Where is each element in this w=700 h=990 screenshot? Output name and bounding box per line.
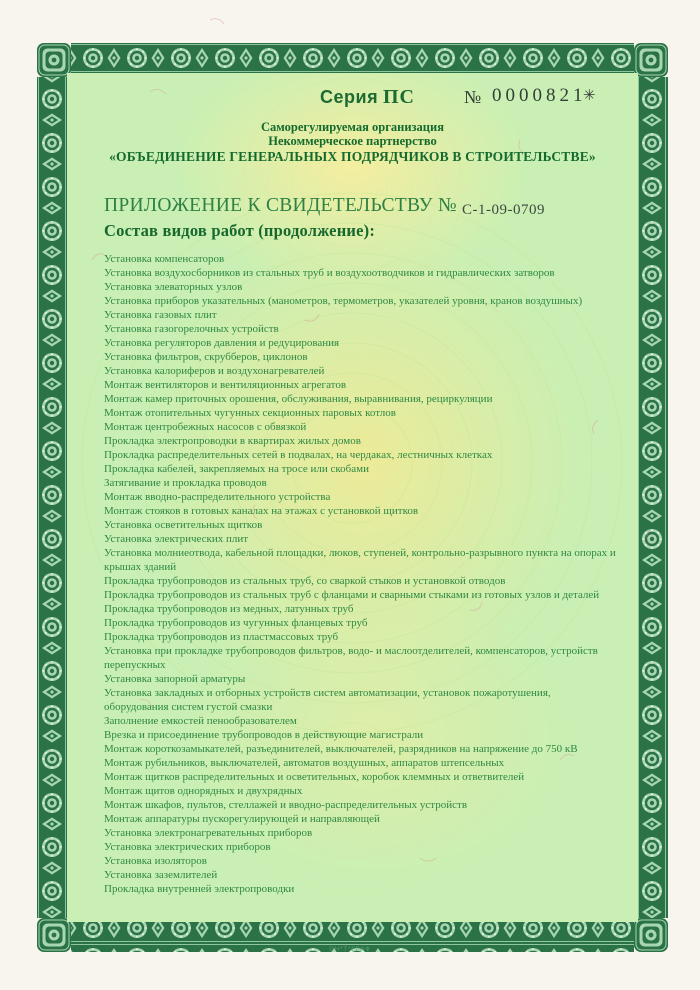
- work-items-list: [104, 252, 616, 896]
- list-item: Монтаж стояков в готовых каналах на этажах с установкой щитков: [104, 505, 419, 517]
- list-item: Монтаж центробежных насосов с обвязкой: [104, 421, 307, 433]
- list-item: Установка воздухосборников из стальных труб и воздухоотводчиков и гидравлических затворов: [104, 267, 555, 279]
- list-item: Монтаж рубильников, выключателей, автоматов воздушных, аппаратов штепсельных: [104, 757, 505, 769]
- list-item: Установка регуляторов давления и редуцирования: [104, 337, 340, 349]
- list-item: Монтаж отопительных чугунных секционных паровых котлов: [104, 407, 396, 419]
- list-item: Монтаж щитков распределительных и осветительных, коробок клеммных и ответвителей: [104, 771, 525, 783]
- appendix-title: ПРИЛОЖЕНИЕ К СВИДЕТЕЛЬСТВУ №: [104, 195, 457, 216]
- org-partnership-line: Некоммерческое партнерство: [268, 133, 437, 148]
- list-item: Монтаж вводно-распределительного устройства: [104, 491, 331, 503]
- list-item: Установка элеваторных узлов: [104, 281, 243, 293]
- list-item: Установка приборов указательных (манометров, термометров, указателей уровня, кранов воздушных): [104, 295, 583, 307]
- org-type-line: Саморегулируемая организация: [261, 120, 444, 134]
- list-item: Прокладка трубопроводов из стальных труб с фланцами и сварными стыками из готовых узлов и деталей: [104, 589, 600, 601]
- number-sign: №: [464, 87, 482, 107]
- list-item: Установка электронагревательных приборов: [104, 827, 313, 839]
- serial-number: 0000821: [492, 85, 587, 106]
- list-item: Установка запорной арматуры: [104, 673, 246, 685]
- list-item: Установка молниеотвода, кабельной площадки, люков, ступеней, контрольно-разрывного пункта на опорах и крышах зданий: [104, 547, 616, 573]
- list-item: Установка электрических приборов: [104, 841, 271, 853]
- list-item: Установка изоляторов: [104, 855, 207, 867]
- list-item: Затягивание и прокладка проводов: [104, 477, 267, 489]
- list-item: Прокладка распределительных сетей в подвалах, на чердаках, лестничных клетках: [104, 449, 493, 461]
- asterisk-icon: ✳: [583, 88, 596, 104]
- list-item: Монтаж шкафов, пультов, стеллажей и вводно-распределительных устройств: [104, 799, 468, 811]
- list-item: Установка компенсаторов: [104, 253, 225, 265]
- series-label: Серия: [320, 87, 379, 107]
- list-item: Прокладка кабелей, закрепляемых на тросе или скобами: [104, 463, 369, 475]
- list-item: Прокладка внутренней электропроводки: [104, 883, 295, 895]
- organization-heading: [67, 121, 638, 164]
- list-item: Прокладка трубопроводов из медных, латунных труб: [104, 603, 354, 615]
- list-item: Установка заземлителей: [104, 869, 218, 881]
- printer-mark: ©Н*Т*ГРАФ: [329, 947, 371, 953]
- list-item: Установка осветительных щитков: [104, 519, 263, 531]
- list-item: Установка калориферов и воздухонагревателей: [104, 365, 325, 377]
- list-item: Установка электрических плит: [104, 533, 249, 545]
- list-item: Прокладка трубопроводов из пластмассовых труб: [104, 631, 339, 643]
- list-item: Установка фильтров, скрубберов, циклонов: [104, 351, 308, 363]
- list-item: Прокладка трубопроводов из чугунных фланцевых труб: [104, 617, 368, 629]
- list-item: Установка при прокладке трубопроводов фильтров, водо- и маслоотделителей, компенсаторов, устройств перепускных: [104, 645, 598, 671]
- works-subtitle: Состав видов работ (продолжение):: [104, 221, 376, 240]
- list-item: Монтаж камер приточных орошения, обслуживания, выравнивания, рециркуляции: [104, 393, 493, 405]
- list-item: Врезка и присоединение трубопроводов в действующие магистрали: [104, 729, 424, 741]
- list-item: Монтаж щитов однорядных и двухрядных: [104, 785, 303, 797]
- list-item: Прокладка электропроводки в квартирах жилых домов: [104, 435, 361, 447]
- series-value: ПС: [383, 86, 415, 108]
- list-item: Прокладка трубопроводов из стальных труб, со сваркой стыков и установкой отводов: [104, 575, 506, 587]
- org-name-line: «ОБЪЕДИНЕНИЕ ГЕНЕРАЛЬНЫХ ПОДРЯДЧИКОВ В СТРОИТЕЛЬСТВЕ»: [109, 149, 596, 164]
- list-item: Установка газогорелочных устройств: [104, 323, 279, 335]
- list-item: Монтаж вентиляторов и вентиляционных агрегатов: [104, 379, 347, 391]
- list-item: Установка закладных и отборных устройств систем автоматизации, установок пожаротушения, оборудования систем густой смазки: [104, 687, 551, 713]
- list-item: Установка газовых плит: [104, 309, 217, 321]
- list-item: Монтаж короткозамыкателей, разъединителей, выключателей, разрядников на напряжение до 750 кВ: [104, 743, 578, 755]
- list-item: Монтаж аппаратуры пускорегулирующей и направляющей: [104, 813, 380, 825]
- list-item: Заполнение емкостей пенообразователем: [104, 715, 297, 727]
- certificate-number: С-1-09-0709: [462, 202, 545, 218]
- appendix-title-row: [104, 195, 457, 217]
